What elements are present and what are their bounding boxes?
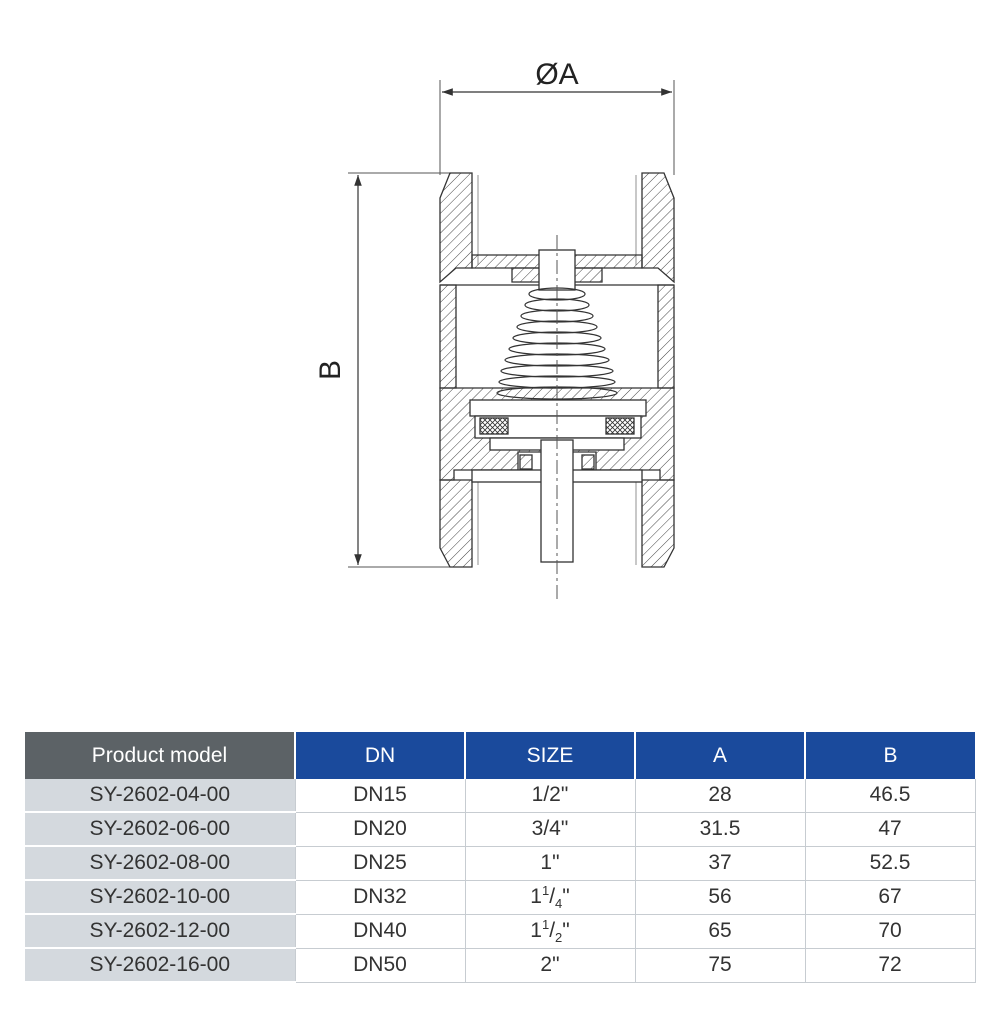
- dn-cell: DN15: [295, 779, 465, 812]
- model-cell: SY-2602-16-00: [25, 948, 295, 982]
- a-cell: 31.5: [635, 812, 805, 846]
- table-row: [25, 779, 975, 812]
- dn-cell: DN20: [295, 812, 465, 846]
- header-size: SIZE: [465, 732, 635, 779]
- size-numerator: 1: [541, 916, 550, 932]
- table-row: [25, 812, 975, 846]
- table-row: [25, 948, 975, 982]
- size-denominator: 2: [555, 930, 563, 946]
- a-cell: 28: [635, 779, 805, 812]
- a-cell: 37: [635, 846, 805, 880]
- model-cell: SY-2602-04-00: [25, 779, 295, 812]
- model-cell: SY-2602-06-00: [25, 812, 295, 846]
- dimension-a-label: ØA: [535, 58, 579, 91]
- dimension-a: [440, 58, 674, 175]
- dn-cell: DN50: [295, 948, 465, 982]
- b-cell: 47: [805, 812, 975, 846]
- model-cell: SY-2602-08-00: [25, 846, 295, 880]
- b-cell: 52.5: [805, 846, 975, 880]
- size-whole: 1: [530, 884, 542, 908]
- size-cell: $1^1/_4$": [465, 880, 635, 914]
- dn-cell: DN40: [295, 914, 465, 948]
- size-whole: 1: [530, 918, 542, 942]
- dn-cell: DN25: [295, 846, 465, 880]
- b-cell: 46.5: [805, 779, 975, 812]
- header-product-model: Product model: [25, 732, 295, 779]
- a-cell: 56: [635, 880, 805, 914]
- size-cell: $1^1/_2$": [465, 914, 635, 948]
- dimension-b-label: B: [314, 359, 347, 381]
- size-cell: 1": [465, 846, 635, 880]
- table-header-row: [25, 732, 975, 779]
- size-cell: 2": [465, 948, 635, 982]
- header-a: A: [635, 732, 805, 779]
- header-dn: DN: [295, 732, 465, 779]
- a-cell: 75: [635, 948, 805, 982]
- size-denominator: 4: [555, 896, 563, 912]
- table-row: [25, 846, 975, 880]
- table-row: [25, 914, 975, 948]
- specification-table: [25, 732, 976, 983]
- model-cell: SY-2602-10-00: [25, 880, 295, 914]
- dn-cell: DN32: [295, 880, 465, 914]
- model-cell: SY-2602-12-00: [25, 914, 295, 948]
- b-cell: 70: [805, 914, 975, 948]
- b-cell: 72: [805, 948, 975, 982]
- size-cell: 3/4": [465, 812, 635, 846]
- size-numerator: 1: [541, 882, 550, 898]
- table-row: [25, 880, 975, 914]
- b-cell: 67: [805, 880, 975, 914]
- size-cell: 1/2": [465, 779, 635, 812]
- header-b: B: [805, 732, 975, 779]
- a-cell: 65: [635, 914, 805, 948]
